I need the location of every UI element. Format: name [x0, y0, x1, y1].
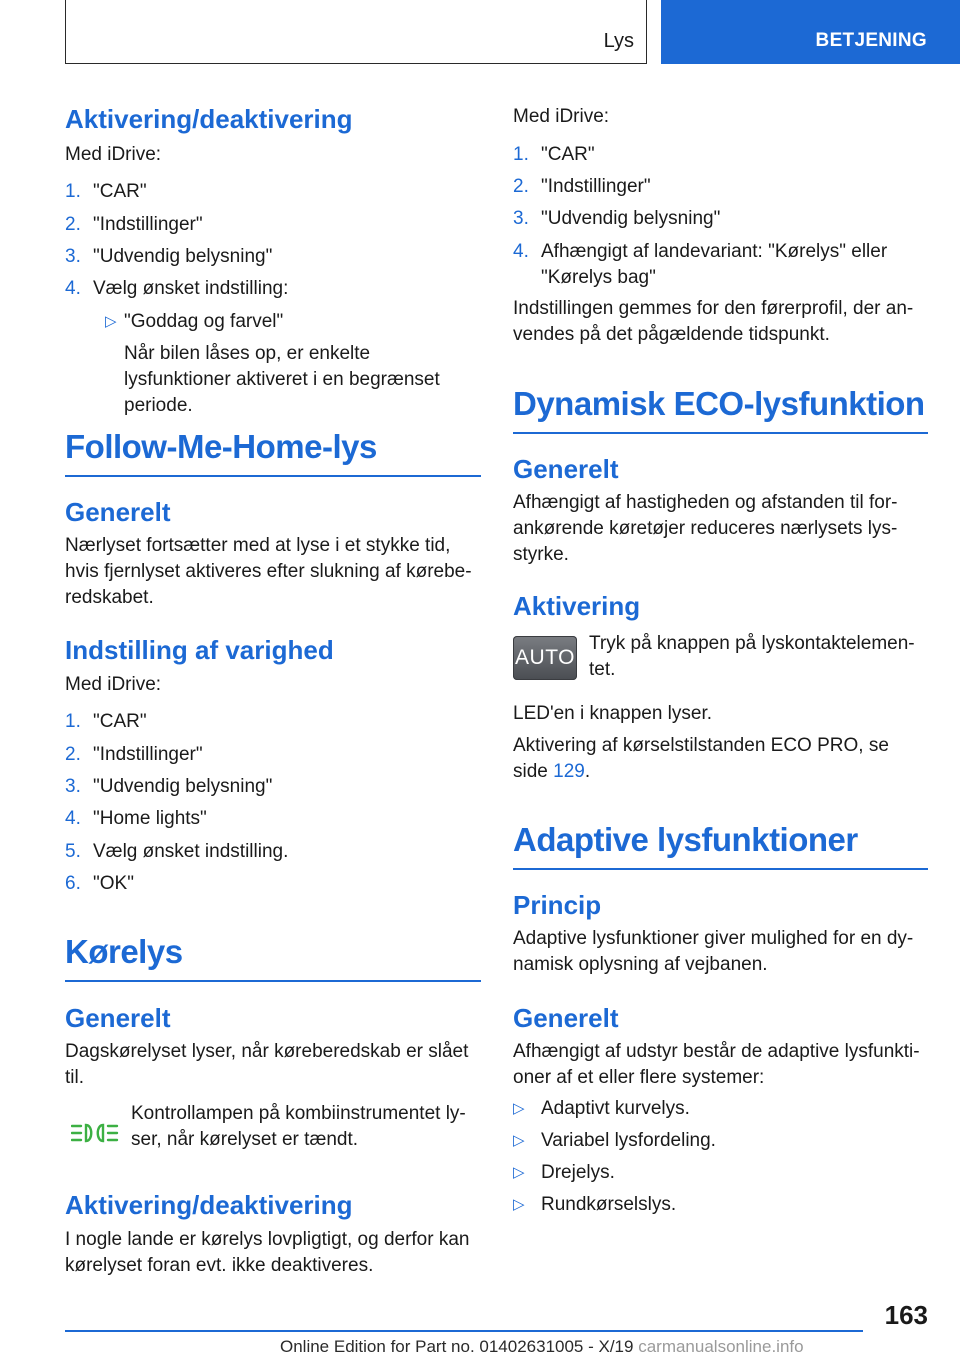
med-idrive-label: Med iDrive: [513, 106, 610, 127]
sub-item-description-block [93, 341, 481, 419]
list-text: Afhængigt af landevariant: "Kørelys" eller "Kørelys bag" [541, 241, 888, 288]
list-text: "Udvendig belysning" [93, 776, 273, 797]
list-number: 4. [513, 241, 529, 262]
list-text: "CAR" [93, 181, 147, 202]
list-text: "CAR" [541, 144, 595, 165]
bullet-item [513, 1160, 928, 1186]
list-text: "CAR" [93, 711, 147, 732]
auto-button-icon: AUTO [513, 636, 577, 680]
heading-korelys: Kørelys [65, 932, 481, 982]
bullet-text: Rundkørselslys. [541, 1194, 677, 1215]
list-number: 5. [65, 841, 81, 862]
list-item [65, 179, 481, 205]
list-number: 2. [65, 214, 81, 235]
list-text: "Udvendig belysning" [93, 246, 273, 267]
list-item [65, 839, 481, 865]
paragraph-follow-general: Nærlyset fortsætter med at lyse i et stykke tid, hvis fjernlyset aktiveres efter slukning af kørebe-redskabet. [65, 535, 472, 608]
paragraph-control-lamp: Kontrollampen på kombiinstrumentet ly-ser, når kørelyset er tændt. [131, 1103, 466, 1150]
heading-activation: Aktivering/deaktivering [65, 1190, 353, 1220]
heading-princip: Princip [513, 890, 602, 920]
list-number: 3. [513, 208, 529, 229]
daytime-running-lights-icon [71, 1120, 121, 1150]
paragraph-press-button: Tryk på knappen på lyskontaktelemen-tet. [589, 633, 915, 680]
heading-generelt: Generelt [513, 1003, 619, 1033]
triangle-bullet-icon: ▷ [105, 313, 117, 330]
heading-generelt: Generelt [65, 1003, 171, 1033]
header-chapter-label: BETJENING [815, 30, 927, 51]
list-item [513, 206, 928, 232]
footer-edition [280, 1337, 804, 1357]
heading-generelt: Generelt [513, 454, 619, 484]
eco-pro-text-end: . [584, 761, 591, 782]
list-number: 4. [65, 278, 81, 299]
list-item [513, 174, 928, 200]
list-item [65, 276, 481, 302]
heading-adaptive-lights: Adaptive lysfunktioner [513, 820, 928, 870]
list-text: "Indstillinger" [93, 744, 203, 765]
list-item [65, 774, 481, 800]
list-number: 6. [65, 873, 81, 894]
bullet-text: Adaptivt kurvelys. [541, 1098, 690, 1119]
triangle-bullet-icon: ▷ [513, 1164, 525, 1181]
list-number: 1. [513, 144, 529, 165]
page-number: 163 [884, 1300, 928, 1330]
list-number: 1. [65, 181, 81, 202]
list-item [65, 806, 481, 832]
paragraph-korelys-general: Dagskørelyset lyser, når køreberedskab er slået til. [65, 1041, 469, 1088]
triangle-bullet-icon: ▷ [513, 1132, 525, 1149]
heading-eco-light: Dynamisk ECO-lysfunktion [513, 384, 928, 434]
heading-activation: Aktivering/deaktivering [65, 104, 353, 134]
list-number: 3. [65, 246, 81, 267]
paragraph-adaptive-general: Afhængigt af udstyr består de adaptive lysfunkti-oner af et eller flere systemer: [513, 1041, 920, 1088]
list-text: Vælg ønsket indstilling: [93, 278, 289, 299]
paragraph-eco-general: Afhængigt af hastigheden og afstanden til for-ankørende køretøjer reduceres nærlysets lys-styrke. [513, 492, 898, 565]
bullet-item [513, 1096, 928, 1122]
list-item [65, 709, 481, 735]
list-item [65, 871, 481, 897]
bullet-text: Variabel lysfordeling. [541, 1130, 716, 1151]
list-item [513, 239, 928, 291]
bullet-text: Drejelys. [541, 1162, 615, 1183]
list-text: "OK" [93, 873, 134, 894]
footer-divider [65, 1330, 863, 1332]
edition-text: Online Edition for Part no. 01402631005 - X/19 [280, 1337, 634, 1356]
triangle-bullet-icon: ▷ [513, 1196, 525, 1213]
header-section-title: Lys [603, 30, 634, 52]
header-chapter-tab [661, 0, 960, 64]
list-text: "Indstillinger" [541, 176, 651, 197]
paragraph-eco-pro [513, 733, 928, 785]
bullet-item [513, 1192, 928, 1218]
list-text: Vælg ønsket indstilling. [93, 841, 289, 862]
paragraph-mandatory-drl: I nogle lande er kørelys lovpligtigt, og derfor kan kørelyset foran evt. ikke deaktiveres. [65, 1229, 470, 1276]
paragraph-princip: Adaptive lysfunktioner giver mulighed for en dy-namisk oplysning af vejbanen. [513, 928, 914, 975]
heading-generelt: Generelt [65, 497, 171, 527]
list-number: 2. [513, 176, 529, 197]
med-idrive-label: Med iDrive: [65, 144, 162, 165]
paragraph-led: LED'en i knappen lyser. [513, 703, 713, 724]
list-text: "Indstillinger" [93, 214, 203, 235]
list-text: "Home lights" [93, 808, 207, 829]
heading-aktivering: Aktivering [513, 591, 641, 621]
sub-item-description: Når bilen låses op, er enkelte lysfunktioner aktiveret i en begrænset periode. [124, 343, 440, 416]
sub-list-item [93, 309, 481, 335]
list-item [65, 244, 481, 270]
med-idrive-label: Med iDrive: [65, 674, 162, 695]
list-text: "Udvendig belysning" [541, 208, 721, 229]
sub-item-text: "Goddag og farvel" [124, 311, 284, 332]
list-number: 1. [65, 711, 81, 732]
heading-follow-me-home: Follow-Me-Home-lys [65, 427, 481, 477]
list-item [513, 142, 928, 168]
header-section-box [65, 0, 647, 64]
heading-duration: Indstilling af varighed [65, 635, 334, 665]
eco-pro-text: Aktivering af kørselstilstanden ECO PRO, se side [513, 735, 889, 782]
list-number: 4. [65, 808, 81, 829]
watermark-text: carmanualsonline.info [638, 1337, 804, 1356]
list-number: 3. [65, 776, 81, 797]
bullet-item [513, 1128, 928, 1154]
triangle-bullet-icon: ▷ [513, 1100, 525, 1117]
paragraph-profile-saved: Indstillingen gemmes for den førerprofil, der an-vendes på det pågældende tidspunkt. [513, 298, 914, 345]
list-number: 2. [65, 744, 81, 765]
list-item [65, 212, 481, 238]
page-reference-link[interactable]: 129 [553, 761, 585, 782]
list-item [65, 742, 481, 768]
